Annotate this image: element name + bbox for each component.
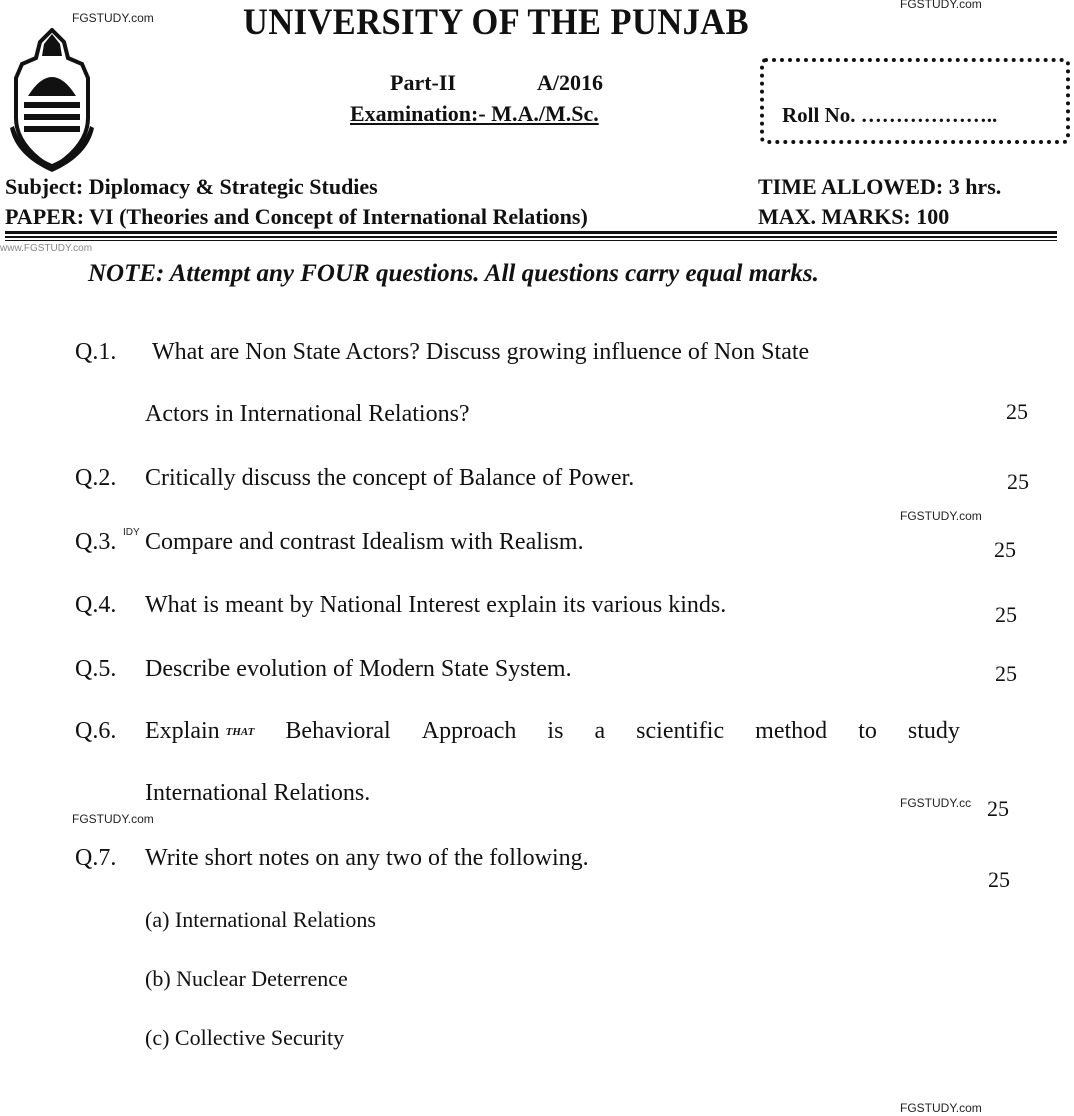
subject: Subject: Diplomacy & Strategic Studies xyxy=(5,174,378,199)
max-marks: MAX. MARKS: 100 xyxy=(758,204,950,229)
word: Behavioral xyxy=(285,718,391,744)
university-crest-logo xyxy=(6,28,98,173)
question-text: Critically discuss the concept of Balance of Power. xyxy=(145,465,635,491)
question-marks: 25 xyxy=(987,796,1009,821)
question-label: Q.4. xyxy=(75,592,117,618)
header-divider xyxy=(5,240,1057,241)
sub-item: (b) Nuclear Deterrence xyxy=(145,966,348,991)
time-allowed: TIME ALLOWED: 3 hrs. xyxy=(758,174,1002,199)
question-text: What are Non State Actors? Discuss growing influence of Non State xyxy=(152,339,810,365)
question-label: Q.2. xyxy=(75,465,117,491)
sub-item: (a) International Relations xyxy=(145,907,376,932)
watermark: FGSTUDY.com xyxy=(900,1101,982,1115)
roll-number-box xyxy=(760,58,1070,144)
question-marks: 25 xyxy=(995,661,1017,686)
question-text: What is meant by National Interest explain its various kinds. xyxy=(145,592,727,618)
word: study xyxy=(907,718,960,744)
word: a xyxy=(594,718,606,744)
question-text: Compare and contrast Idealism with Realism. xyxy=(145,529,584,555)
question-label: Q.3. xyxy=(75,529,117,555)
question-label: Q.5. xyxy=(75,656,117,682)
question-marks: 25 xyxy=(1006,399,1028,424)
word: is xyxy=(547,718,564,744)
instructions-note: NOTE: Attempt any FOUR questions. All questions carry equal marks. xyxy=(88,260,819,287)
question-label: Q.6. xyxy=(75,718,117,744)
question-text: Describe evolution of Modern State System. xyxy=(145,656,572,682)
word: Approach xyxy=(421,718,517,744)
header-divider xyxy=(5,236,1057,238)
question-text: Actors in International Relations? xyxy=(145,401,470,427)
question-text: Write short notes on any two of the following. xyxy=(145,845,589,871)
examination-title: Examination:- M.A./M.Sc. xyxy=(350,101,599,126)
watermark: FGSTUDY.com xyxy=(72,11,154,25)
question-text xyxy=(145,718,960,746)
question-label: Q.1. xyxy=(75,339,117,365)
roll-number-field: Roll No. ……………….. xyxy=(782,103,998,127)
watermark: www.FGSTUDY.com xyxy=(0,243,93,254)
question-marks: 25 xyxy=(995,602,1017,627)
question-text: International Relations. xyxy=(145,780,371,806)
question-marks: 25 xyxy=(994,537,1016,562)
university-name: UNIVERSITY OF THE PUNJAB xyxy=(243,2,750,43)
watermark: FGSTUDY.cc xyxy=(900,796,972,810)
question-marks: 25 xyxy=(988,867,1010,892)
exam-part: Part-II xyxy=(390,70,456,95)
paper-title: PAPER: VI (Theories and Concept of International Relations) xyxy=(5,204,588,229)
sub-item: (c) Collective Security xyxy=(145,1025,345,1050)
word: scientific xyxy=(636,718,725,744)
watermark: FGSTUDY.com xyxy=(900,0,982,11)
watermark: IDY xyxy=(123,527,140,538)
watermark: FGSTUDY.com xyxy=(72,812,154,826)
word: Explain xyxy=(145,718,220,744)
question-label: Q.7. xyxy=(75,845,117,871)
word: method xyxy=(755,718,828,744)
word: to xyxy=(858,718,877,744)
exam-session: A/2016 xyxy=(537,70,603,95)
watermark: FGSTUDY.com xyxy=(900,509,982,523)
question-marks: 25 xyxy=(1007,469,1029,494)
header-divider xyxy=(5,231,1057,234)
handwritten-insert: THAT xyxy=(225,726,255,739)
